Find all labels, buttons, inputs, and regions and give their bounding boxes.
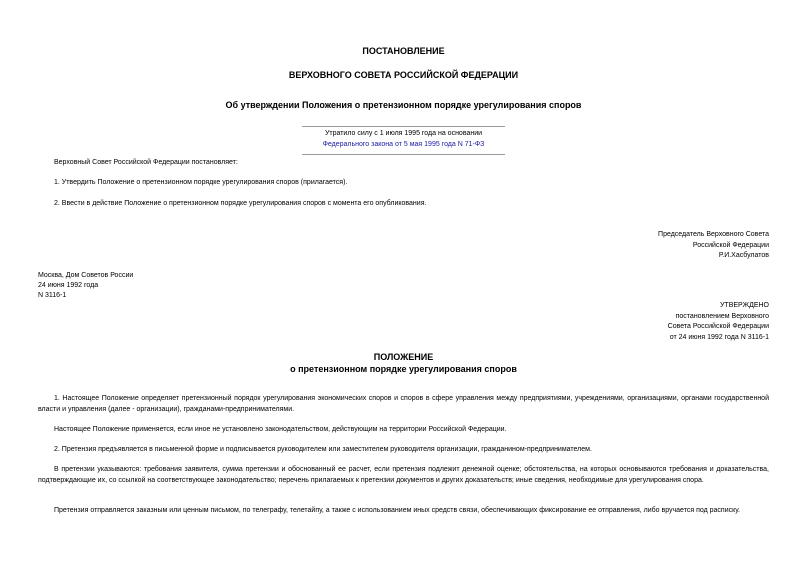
- regulation-title: ПОЛОЖЕНИЕ: [373, 352, 434, 362]
- date: 24 июня 1992 года: [38, 282, 99, 289]
- place: Москва, Дом Советов России: [38, 272, 134, 279]
- doc-number: N 3116-1: [38, 292, 67, 299]
- regulation-subtitle: о претензионном порядке урегулирования споров: [290, 364, 517, 374]
- regulation-paragraph-4: В претензии указываются: требования заявителя, сумма претензии и обоснованный ее расчет, если претензия подлежит денежной оценке; обстоятельства, на которых основываются требования и доказательства, подтверждающие их, со ссылкой на соответствующее законодательство; перечень прилагаемых к претензии документов и других доказательств; иные сведения, необходимые для урегулирования спора.: [38, 466, 769, 484]
- regulation-paragraph-2: Настоящее Положение применяется, если иное не установлено законодательством, действующим на территории Российской Федерации.: [54, 426, 507, 433]
- doc-issuer: ВЕРХОВНОГО СОВЕТА РОССИЙСКОЙ ФЕДЕРАЦИИ: [288, 70, 519, 80]
- doc-title: ПОСТАНОВЛЕНИЕ: [362, 46, 445, 56]
- divider-bottom: [302, 154, 505, 155]
- item-1: 1. Утвердить Положение о претензионном порядке урегулирования споров (прилагается).: [54, 179, 348, 186]
- signature-org: Российской Федерации: [692, 242, 769, 249]
- approval-line-2: постановлением Верховного: [675, 313, 769, 320]
- repeal-law-link[interactable]: Федерального закона от 5 мая 1995 года N 71-ФЗ: [322, 141, 485, 148]
- approval-stamp: УТВЕРЖДЕНО: [719, 302, 769, 309]
- item-2: 2. Ввести в действие Положение о претензионном порядке урегулирования споров с момента его опубликования.: [54, 200, 427, 207]
- approval-line-4: от 24 июня 1992 года N 3116-1: [669, 334, 769, 341]
- signature-position: Председатель Верховного Совета: [658, 231, 769, 238]
- regulation-paragraph-5: Претензия отправляется заказным или ценным письмом, по телеграфу, телетайпу, а также с использованием иных средств связи, обеспечивающих фиксирование ее отправления, либо вручается под расписку.: [54, 507, 741, 514]
- regulation-paragraph-1: 1. Настоящее Положение определяет претензионный порядок урегулирования экономических споров и споров в сфере управления между предприятиями, учреждениями, организациями, органами государственной власти и управления (далее - организации), гражданами-предпринимателями.: [38, 395, 769, 413]
- regulation-paragraph-3: 2. Претензия предъявляется в письменной форме и подписывается руководителем или заместителем руководителя организации, гражданином-предпринимателем.: [54, 446, 592, 453]
- signature-name: Р.И.Хасбулатов: [718, 252, 769, 259]
- approval-line-3: Совета Российской Федерации: [667, 323, 769, 330]
- status-note: Утратило силу с 1 июля 1995 года на основании: [324, 130, 483, 137]
- intro-text: Верховный Совет Российской Федерации постановляет:: [54, 159, 238, 166]
- divider-top: [302, 126, 505, 127]
- doc-subject: Об утверждении Положения о претензионном порядке урегулирования споров: [225, 100, 582, 110]
